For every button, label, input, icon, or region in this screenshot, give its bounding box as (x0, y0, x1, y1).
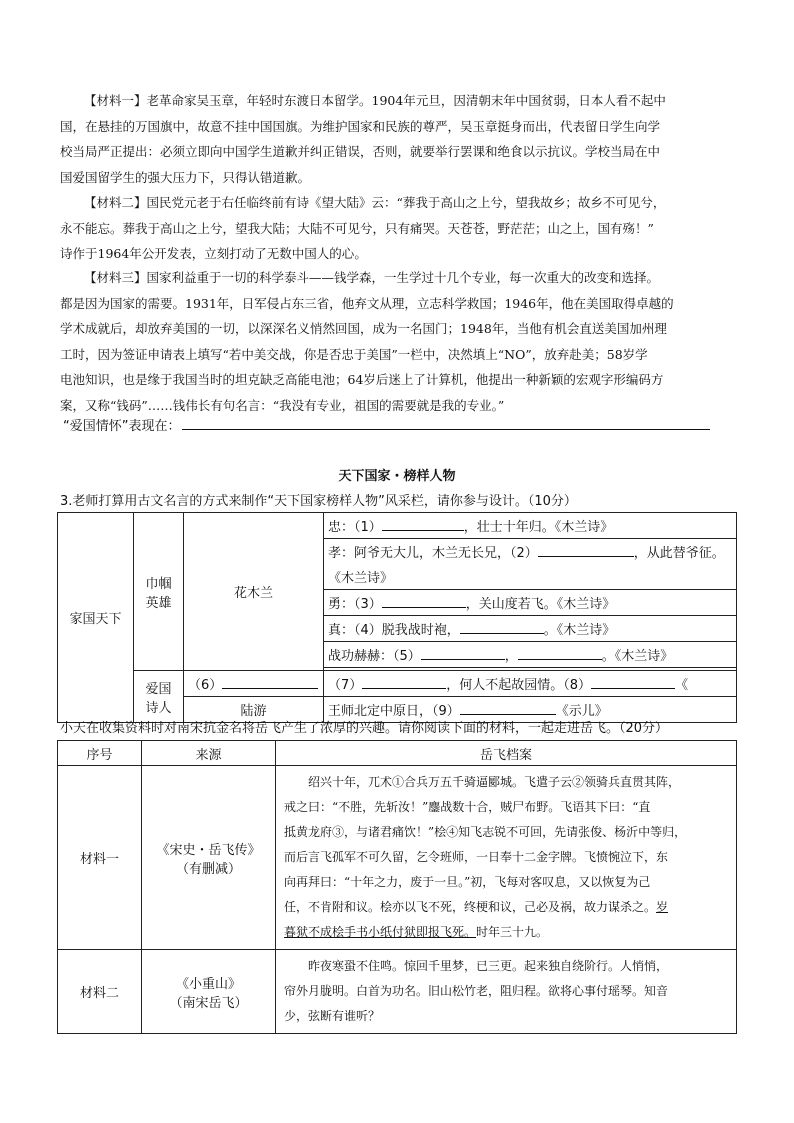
underlined-text: 暮狱不成桧手书小纸付狱即报飞死。 (284, 925, 477, 939)
row-6: （6） (184, 671, 324, 697)
material-1 (60, 88, 736, 190)
header-archive: 岳飞档案 (276, 741, 737, 766)
row-merit: 战功赫赫：（5） ， 。《木兰诗》 (324, 642, 737, 668)
text-line: 案，又称“钱码”……钱伟长有句名言：“我没有专业，祖国的需要就是我的专业。” (60, 397, 505, 413)
text-line: 永不能忘。葬我于高山之上兮，望我大陆；大陆不可见兮，只有痛哭。天苍苍，野茫茫；山之上，国有殇！” (60, 220, 654, 236)
role-model-table (57, 512, 737, 723)
row1-source: 《宋史・岳飞传》 （有删减） (142, 766, 276, 950)
blank-2[interactable] (538, 543, 634, 557)
row1-archive: 绍兴十年，兀术①合兵万五千骑逼郾城。飞遣子云②领骑兵直贯其阵， 戒之曰：“不胜，先斩汝！”鏖战数十合，贼尸布野。飞语其下曰：“直 抵黄龙府③，与诸君痛饮！”桧④知飞志锐不可回，先请张俊、杨沂中等归， 而后言飞孤军不可久留，乞令班师，一日奉十二金字牌。飞愤惋泣下，东 向再拜曰：“十年之力，废于一旦。”初，飞每对客叹息，又以恢复为己 任，不肯附和议。桧亦以飞不死，终梗和议，己必及祸，故力谋杀之。岁 暮狱不成桧手书小纸付狱即报飞死。时年三十九。 (276, 766, 737, 950)
yuefei-archive-table (57, 740, 737, 1034)
blank-9[interactable] (460, 701, 556, 715)
text-line: 诗作于1964年公开发表，立刻打动了无数中国人的心。 (60, 246, 367, 261)
row-filial-source: 《木兰诗》 (324, 564, 737, 590)
text-line: 国爱国留学生的强大压力下，只得认错道歉。 (60, 169, 311, 185)
blank-8[interactable] (591, 675, 675, 689)
text-line: 校当局严正提出：必须立即向中国学生道歉并纠正错误，否则，就要举行罢课和绝食以示抗议。学校当局在中 (60, 144, 661, 159)
material-2 (60, 190, 736, 267)
blank-3[interactable] (382, 594, 466, 608)
text-line: 【材料三】国家利益重于一切的科学泰斗——钱学森，一生学过十几个专业，每一次重大的改变和选择。 (84, 270, 660, 285)
material-3 (60, 265, 736, 418)
text-line: 学术成就后，却放弃美国的一切，以深深名义悄然回国，成为一名国门；1948年，当他有机会直送美国加州理 (60, 321, 667, 336)
blank-5a[interactable] (421, 646, 505, 660)
text-line: 都是因为国家的需要。1931年，日军侵占东三省，他弃文从理，立志科学救国；1946年，他在美国取得卓越的 (60, 295, 674, 311)
underlined-text: 岁 (656, 900, 669, 914)
row-9: 王师北定中原日，（9） 《示儿》 (324, 697, 737, 723)
row-filial: 孝：阿爷无大儿，木兰无长兄，（2） ，从此替爷征。 (324, 539, 737, 565)
group-cell: 家国天下 (58, 513, 134, 723)
row2-archive: 昨夜寒蛩不住鸣。惊回千里梦，已三更。起来独自绕阶行。人悄悄， 帘外月胧明。白首为功名。旧山松竹老，阻归程。欲将心事付瑶琴。知音 少，弦断有谁听？ (276, 950, 737, 1034)
row1-id: 材料一 (58, 766, 142, 950)
category-poet: 爱国 诗人 (134, 671, 184, 723)
person-mulan: 花木兰 (184, 513, 324, 671)
blank-4[interactable] (460, 620, 544, 634)
blank-7[interactable] (362, 675, 446, 689)
question-3: 3.老师打算用古文名言的方式来制作“天下国家榜样人物”风采栏，请你参与设计。（10分） (60, 494, 577, 509)
header-id: 序号 (58, 741, 142, 766)
header-source: 来源 (142, 741, 276, 766)
row-loyalty: 忠：（1） ，壮士十年归。《木兰诗》 (324, 513, 737, 539)
answer-rule[interactable] (182, 417, 710, 430)
question-4: 小天在收集资料时对南宋抗金名将岳飞产生了浓厚的兴趣。请你阅读下面的材料，一起走进岳飞。（20分） (60, 721, 669, 736)
row-bravery: 勇：（3） ，关山度若飞。《木兰诗》 (324, 590, 737, 616)
blank-1[interactable] (382, 517, 464, 531)
section-title: 天下国家・榜样人物 (338, 469, 456, 484)
person-luyou: 陆游 (184, 697, 324, 723)
answer-blank-line (63, 415, 710, 434)
row-truth: 真：（4）脱我战时袍， 。《木兰诗》 (324, 616, 737, 642)
row2-source: 《小重山》 （南宋岳飞） (142, 950, 276, 1034)
text-line: 【材料二】国民党元老于右任临终前有诗《望大陆》云：“葬我于高山之上兮，望我故乡；故乡不可见兮， (84, 195, 666, 210)
row2-id: 材料二 (58, 950, 142, 1034)
category-heroine: 巾帼 英雄 (134, 513, 184, 671)
text-line: 电池知识，也是缘于我国当时的坦克缺乏高能电池；64岁后迷上了计算机，他提出一种新颖的宏观字形编码方 (60, 372, 664, 387)
blank-6[interactable] (222, 675, 318, 689)
text-line: 国，在悬挂的万国旗中，故意不挂中国国旗。为维护国家和民族的尊严，吴玉章挺身而出，代表留日学生向学 (60, 118, 661, 134)
text-line: 【材料一】老革命家吴玉章，年轻时东渡日本留学。1904年元旦，因清朝末年中国贫弱，日本人看不起中 (84, 93, 666, 108)
blank-prompt: “爱国情怀”表现在： (63, 419, 181, 434)
text-line: 工时，因为签证申请表上填写“若中美交战，你是否忠于美国”一栏中，决然填上“NO”，放弃赴美；58岁学 (60, 346, 648, 362)
row-7: （7） ，何人不起故园情。（8） 《 (324, 671, 737, 697)
blank-5b[interactable] (518, 646, 602, 660)
